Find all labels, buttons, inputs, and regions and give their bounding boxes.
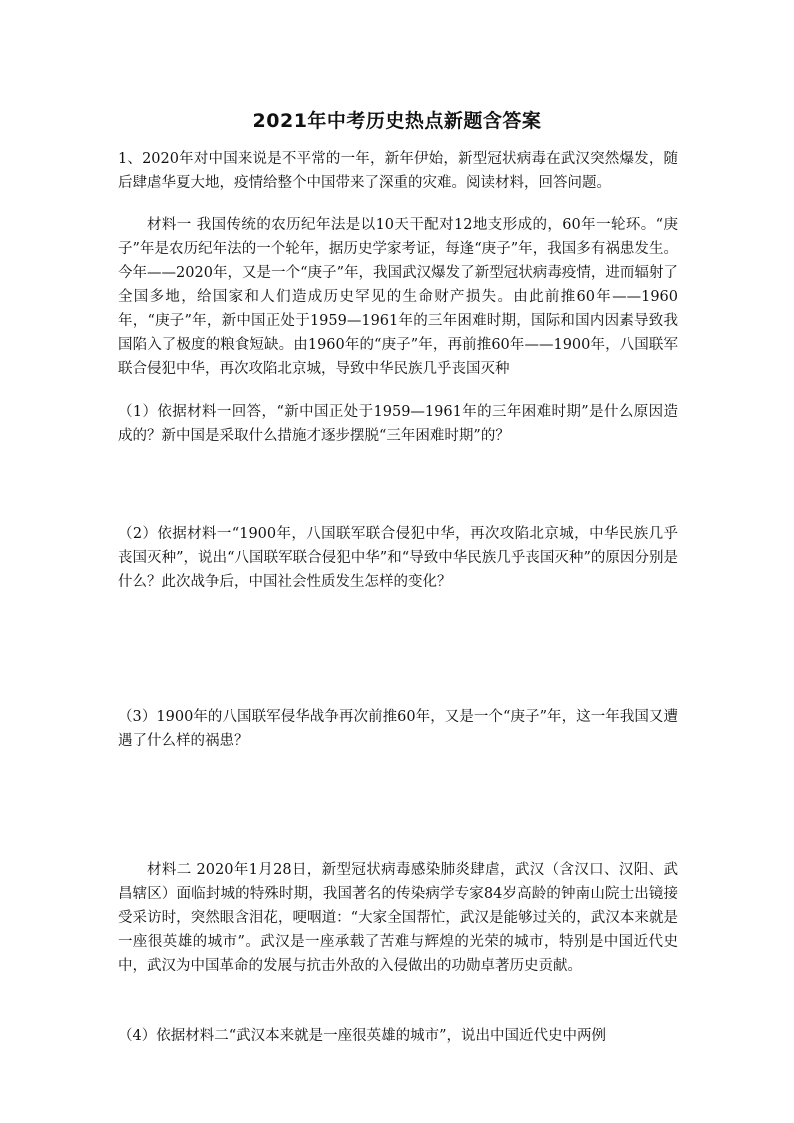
question-1: （1）依据材料一回答，“新中国正处于1959—1961年的三年困难时期”是什么原因造成的？新中国是采取什么措施才逐步摆脱“三年困难时期”的？ <box>118 404 678 444</box>
material-one-paragraph: 材料一 我国传统的农历纪年法是以10天干配对12地支形成的，60年一轮环。“庚子”年是农历纪年法的一个轮年，据历史学家考证，每逢“庚子”年，我国多有祸患发生。今年——2020年，又是一个“庚子”年，我国武汉爆发了新型冠状病毒疫情，进而辐射了全国多地，给国家和人们造成历史罕见的生命财产损失。由此前推60年——1960年，“庚子”年，新中国正处于1959—1961年的三年困难时期，国际和国内因素导致我国陷入了极度的粮食短缺。由1960年的“庚子”年，再前推60年——1900年，八国联军联合侵犯中华，再次攻陷北京城，导致中华民族几乎丧国灭种 <box>118 217 678 377</box>
question-2: （2）依据材料一“1900年，八国联军联合侵犯中华，再次攻陷北京城，中华民族几乎丧国灭种”，说出“八国联军联合侵犯中华”和“导致中华民族几乎丧国灭种”的原因分别是什么？此次战争后，中国社会性质发生怎样的变化？ <box>118 526 678 590</box>
document-title: 2021年中考历史热点新题含答案 <box>252 110 542 132</box>
question-3: （3）1900年的八国联军侵华战争再次前推60年，又是一个“庚子”年，这一年我国又遭遇了什么样的祸患？ <box>118 709 678 749</box>
question-4: （4）依据材料二“武汉本来就是一座很英雄的城市”，说出中国近代史中两例 <box>118 1028 607 1044</box>
material-two-paragraph: 材料二 2020年1月28日，新型冠状病毒感染肺炎肆虐，武汉（含汉口、汉阳、武昌辖区）面临封城的特殊时期，我国著名的传染病学专家84岁高龄的钟南山院士出镜接受采访时，突然眼含泪花，哽咽道：“大家全国帮忙，武汉是能够过关的，武汉本来就是一座很英雄的城市”。武汉是一座承载了苦难与辉煌的光荣的城市，特别是中国近代史中，武汉为中国革命的发展与抗击外敌的入侵做出的功勋卓著历史贡献。 <box>118 862 678 974</box>
question-intro: 1、2020年对中国来说是不平常的一年，新年伊始，新型冠状病毒在武汉突然爆发，随后肆虐华夏大地，疫情给整个中国带来了深重的灾难。阅读材料，回答问题。 <box>118 151 678 191</box>
